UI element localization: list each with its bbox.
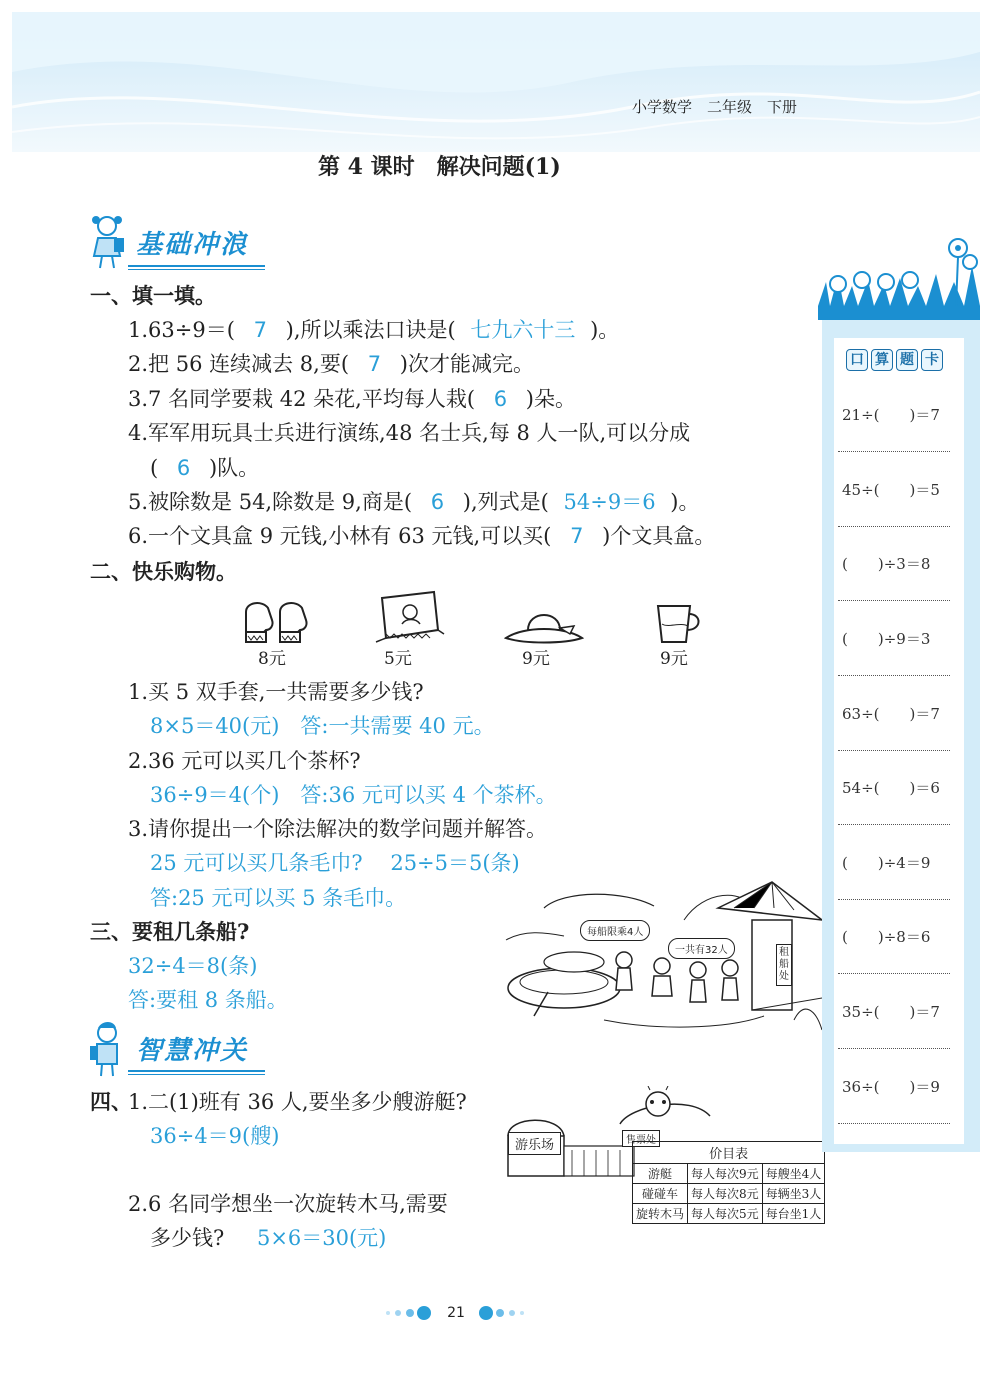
part2-heading: 二、快乐购物。 [90, 559, 237, 584]
q1-answer-quotient: 7 [253, 318, 267, 342]
part2-answer-3a: 25 元可以买几条毛巾? 25÷5＝5(条) [150, 851, 520, 875]
cup-icon [654, 602, 704, 646]
boat-rental-sign: 租船处 [776, 944, 792, 986]
towel-icon [372, 590, 446, 646]
sidebar-item: ( )÷3＝8 [842, 555, 931, 573]
sidebar-item: 54÷( )＝6 [842, 779, 940, 797]
sidebar-item: 45÷( )＝5 [842, 481, 940, 499]
part2-answer-2: 36÷9＝4(个) 答:36 元可以买 4 个茶杯。 [150, 783, 557, 807]
sidebar-title [846, 349, 943, 371]
part1-heading: 一、填一填。 [90, 283, 216, 308]
price-table-title: 价目表 [633, 1142, 825, 1164]
part1-question-4-cont [150, 450, 259, 486]
part4-answer-2: 5×6＝30(元) [256, 1226, 387, 1250]
table-row [633, 1164, 825, 1184]
section-title-underline [128, 265, 265, 270]
sidebar-divider [838, 1123, 950, 1124]
q5-text-e: )。 [670, 490, 700, 514]
sidebar-illustration [818, 226, 980, 320]
lesson-title: 第 4 课时 解决问题(1) [318, 154, 561, 180]
section-title-underline-2 [128, 1070, 265, 1075]
part4-question-2-line1: 2.6 名同学想坐一次旋转木马,需要 [128, 1192, 448, 1216]
boat-rental-illustration [504, 880, 822, 1038]
hat-icon [504, 604, 584, 646]
part1-question-2 [128, 346, 534, 382]
section-title-wisdom: 智慧冲关 [136, 1036, 249, 1066]
sidebar-item: ( )÷9＝3 [842, 630, 931, 648]
q3-answer: 6 [493, 387, 508, 411]
part2-answer-1: 8×5＝40(元) 答:一共需要 40 元。 [150, 714, 495, 738]
sidebar-divider [838, 824, 950, 825]
q6-text-c: )个文具盒。 [602, 524, 716, 548]
header-wave-graphic [12, 12, 980, 152]
part3-answer-1: 32÷4＝8(条) [128, 954, 258, 978]
boy-mascot-icon [88, 1020, 126, 1078]
section-title-basic: 基础冲浪 [136, 230, 249, 260]
q1-text-e: )。 [590, 318, 620, 342]
part3-heading: 三、要租几条船? [90, 919, 250, 944]
sidebar-divider [838, 899, 950, 900]
girl-mascot-icon [88, 212, 126, 270]
table-row [633, 1204, 825, 1224]
sidebar-divider [838, 526, 950, 527]
sidebar-divider [838, 1048, 950, 1049]
q6-text-a: 6.一个文具盒 9 元钱,小林有 63 元钱,可以买( [128, 524, 552, 548]
q4-text-a: 4.军军用玩具士兵进行演练,48 名士兵,每 8 人一队,可以分成 [128, 421, 691, 445]
page-number: 21 [447, 1305, 465, 1321]
q4-text-b1: ( [150, 456, 159, 480]
part2-question-2: 2.36 元可以买几个茶杯? [128, 749, 361, 773]
sidebar-item: 21÷( )＝7 [842, 406, 940, 424]
part1-question-5 [128, 484, 699, 520]
sidebar-title-char: 题 [896, 349, 918, 371]
ticket-office-sign: 售票处 [622, 1130, 660, 1147]
price-hat: 9元 [522, 649, 550, 669]
part1-question-4 [128, 415, 690, 451]
q2-text-line2: 多少钱? [150, 1226, 225, 1250]
price-table-container [632, 1141, 825, 1224]
part1-question-6 [128, 518, 715, 554]
q1-text-a: 1.63÷9＝( [128, 318, 235, 342]
q3-text-c: )朵。 [525, 387, 576, 411]
table-row [633, 1184, 825, 1204]
part2-question-1: 1.买 5 双手套,一共需要多少钱? [128, 680, 424, 704]
sidebar-item: 36÷( )＝9 [842, 1078, 940, 1096]
sidebar-divider [838, 600, 950, 601]
sidebar-title-char: 算 [871, 349, 893, 371]
q2-text-c: )次才能减完。 [399, 352, 534, 376]
park-sign: 游乐场 [508, 1132, 561, 1155]
sidebar-divider [838, 675, 950, 676]
sidebar-divider [838, 973, 950, 974]
table-cell: 游艇 [633, 1164, 688, 1184]
table-cell: 每台坐1人 [762, 1204, 825, 1224]
q5-answer-formula: 54÷9＝6 [563, 490, 656, 514]
table-cell: 每艘坐4人 [762, 1164, 825, 1184]
price-table [632, 1141, 825, 1224]
table-cell: 每辆坐3人 [762, 1184, 825, 1204]
q5-text-c: ),列式是( [462, 490, 549, 514]
price-towel: 5元 [384, 649, 412, 669]
sidebar-item: 63÷( )＝7 [842, 705, 940, 723]
sidebar-divider [838, 451, 950, 452]
q5-answer-quotient: 6 [430, 490, 445, 514]
table-cell: 每人每次5元 [688, 1204, 763, 1224]
part4-question-1: 1.二(1)班有 36 人,要坐多少艘游艇? [128, 1090, 467, 1114]
sidebar-title-char: 口 [846, 349, 868, 371]
part1-question-1 [128, 312, 619, 348]
sidebar-divider [838, 750, 950, 751]
table-cell: 碰碰车 [633, 1184, 688, 1204]
part4-question-2-line2 [150, 1220, 386, 1256]
part4-answer-1: 36÷4＝9(艘) [150, 1124, 280, 1148]
mittens-icon [240, 596, 314, 646]
part2-question-3: 3.请你提出一个除法解决的数学问题并解答。 [128, 817, 548, 841]
q5-text-a: 5.被除数是 54,除数是 9,商是( [128, 490, 413, 514]
part2-answer-3b: 答:25 元可以买 5 条毛巾。 [150, 886, 407, 910]
boat-speech-bubble-1: 每船限乘4人 [580, 920, 650, 941]
book-info: 小学数学 二年级 下册 [632, 98, 798, 116]
q4-answer: 6 [176, 456, 191, 480]
sidebar-card [834, 338, 964, 1144]
q6-answer: 7 [570, 524, 584, 548]
boat-speech-bubble-2: 一共有32人 [668, 938, 735, 959]
price-mittens: 8元 [258, 649, 286, 669]
price-cup: 9元 [660, 649, 688, 669]
table-cell: 每人每次9元 [688, 1164, 763, 1184]
q1-answer-formula: 七九六十三 [470, 318, 576, 342]
table-cell: 旋转木马 [633, 1204, 688, 1224]
part3-answer-2: 答:要租 8 条船。 [128, 988, 288, 1012]
header-band [12, 12, 980, 152]
sidebar-item: ( )÷4＝9 [842, 854, 931, 872]
part1-question-3 [128, 381, 576, 417]
q2-text-a: 2.把 56 连续减去 8,要( [128, 352, 350, 376]
table-cell: 每人每次8元 [688, 1184, 763, 1204]
price-table-title-row [633, 1142, 825, 1164]
q1-text-c: ),所以乘法口诀是( [285, 318, 456, 342]
sidebar-item: ( )÷8＝6 [842, 928, 931, 946]
sidebar-title-char: 卡 [921, 349, 943, 371]
q4-text-c: )队。 [208, 456, 260, 480]
part4-heading: 四、 [90, 1089, 132, 1114]
sidebar-item: 35÷( )＝7 [842, 1003, 940, 1021]
q3-text-a: 3.7 名同学要栽 42 朵花,平均每人栽( [128, 387, 476, 411]
q2-answer: 7 [367, 352, 382, 376]
